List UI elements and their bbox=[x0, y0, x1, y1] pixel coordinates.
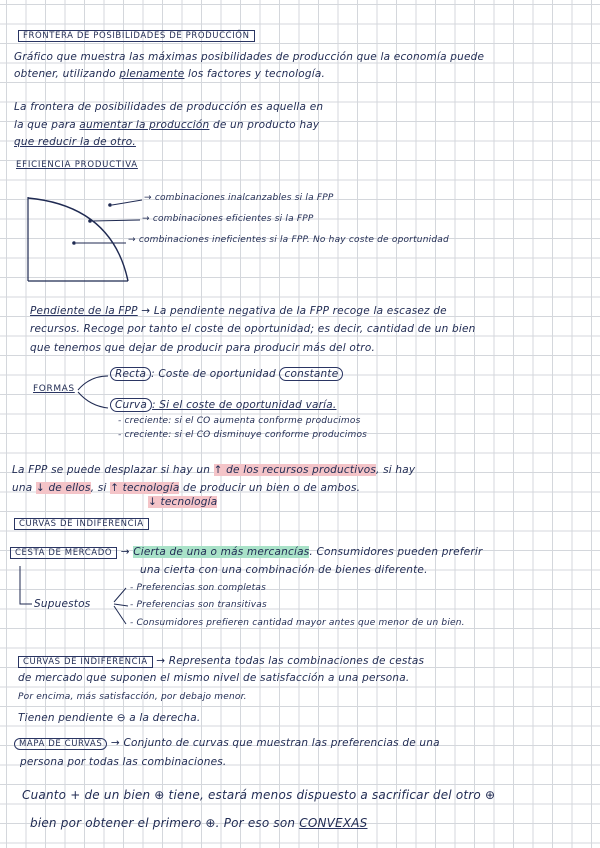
formas-sub-2: - creciente: si el CO disminuye conforme producimos bbox=[118, 430, 368, 440]
supuesto-3: - Consumidores prefieren cantidad mayor antes que menor de un bien. bbox=[130, 618, 465, 628]
recta-constante: constante bbox=[279, 367, 343, 381]
def-line-2-c: los factores y tecnología. bbox=[187, 68, 326, 80]
formas-label: FORMAS bbox=[33, 384, 75, 394]
cesta-label: CESTA DE MERCADO bbox=[10, 547, 117, 559]
desplazar-text-1a: La FPP se puede desplazar si hay un bbox=[12, 464, 211, 476]
cesta-highlight: Cierta de una o más mercancías bbox=[133, 546, 310, 558]
curvas-line-4: Tienen pendiente ⊖ a la derecha. bbox=[18, 712, 201, 724]
desplazar-highlight-aumento: ↑ de los recursos productivos bbox=[213, 464, 377, 476]
heading-fpp: FRONTERA DE POSIBILIDADES DE PRODUCCIÓN bbox=[18, 30, 255, 42]
final-line-1: Cuanto + de un bien ⊕ tiene, estará menos dispuesto a sacrificar del otro ⊕ bbox=[22, 788, 496, 802]
recta-label: Recta bbox=[110, 367, 151, 381]
pendiente-line-1: Pendiente de la FPP → La pendiente negativa de la FPP recoge la escasez de bbox=[30, 305, 447, 317]
supuestos-label: Supuestos bbox=[34, 598, 91, 610]
pendiente-line-3: que tenemos que dejar de producir para producir más del otro. bbox=[30, 342, 375, 354]
cesta-line-1: CESTA DE MERCADO → Cierta de una o más mercancías. Consumidores pueden preferir bbox=[10, 546, 482, 558]
final-convexas: CONVEXAS bbox=[299, 816, 368, 830]
pendiente-line-2: recursos. Recoge por tanto el coste de oportunidad; es decir, cantidad de un bien bbox=[30, 323, 476, 335]
curvas-line-1: CURVAS DE INDIFERENCIA → Representa todas las combinaciones de cestas bbox=[18, 655, 424, 667]
curva-label: Curva bbox=[110, 398, 152, 412]
mapa-line-1: MAPA DE CURVAS → Conjunto de curvas que muestran las preferencias de una bbox=[14, 737, 440, 749]
diagram-label-2: → combinaciones eficientes si la FPP bbox=[142, 214, 314, 224]
desplazar-text-1c: , si hay bbox=[376, 464, 416, 476]
mapa-text-1: Conjunto de curvas que muestran las preferencias de una bbox=[123, 737, 440, 749]
curvas-label: CURVAS DE INDIFERENCIA bbox=[18, 656, 153, 668]
desplazar-text-2a: una bbox=[12, 482, 33, 494]
diagram-label-3: → combinaciones ineficientes si la FPP. No hay coste de oportunidad bbox=[128, 235, 449, 245]
desplazar-highlight-tecnologia-down: ↓ tecnología bbox=[148, 496, 218, 508]
mapa-line-2: persona por todas las combinaciones. bbox=[20, 756, 227, 768]
desplazar-text-2c: , si bbox=[90, 482, 107, 494]
diagram-label-2-text: combinaciones eficientes si la FPP bbox=[152, 214, 314, 224]
supuesto-1: - Preferencias son completas bbox=[130, 583, 266, 593]
diagram-label-3-text: combinaciones ineficientes si la FPP. No hay coste de oportunidad bbox=[138, 235, 449, 245]
def-line-4-c: de un producto hay bbox=[212, 119, 320, 131]
def-underlined-plenamente: plenamente bbox=[119, 68, 185, 80]
final-text-2a: bien por obtener el primero ⊕. Por eso son bbox=[30, 816, 296, 830]
curva-text: : Si el coste de oportunidad varía. bbox=[151, 399, 337, 411]
final-line-2 bbox=[30, 816, 368, 830]
mapa-label: MAPA DE CURVAS bbox=[14, 738, 107, 750]
curvas-text-1: Representa todas las combinaciones de cestas bbox=[168, 655, 425, 667]
supuestos-connector bbox=[20, 566, 32, 604]
def-line-3: La frontera de posibilidades de producción es aquella en bbox=[14, 101, 324, 113]
def-line-4-a: la que para bbox=[14, 119, 76, 131]
diagram-label-1: → combinaciones inalcanzables si la FPP bbox=[144, 193, 334, 203]
heading-curvas-indiferencia: CURVAS DE INDIFERENCIA bbox=[14, 518, 149, 530]
curvas-line-2: de mercado que suponen el mismo nivel de satisfacción a una persona. bbox=[18, 672, 410, 684]
pendiente-label: Pendiente de la FPP bbox=[30, 305, 138, 317]
desplazar-text-2e: de producir un bien o de ambos. bbox=[183, 482, 361, 494]
def-line-1: Gráfico que muestra las máximas posibilidades de producción que la economía puede bbox=[14, 51, 485, 63]
formas-sub-1: - creciente: si el CO aumenta conforme producimos bbox=[118, 416, 361, 426]
recta-text: : Coste de oportunidad bbox=[151, 368, 276, 380]
supuestos-brace bbox=[114, 588, 128, 624]
def-underlined-aumentar: aumentar la producción bbox=[79, 119, 210, 131]
pendiente-text-1: La pendiente negativa de la FPP recoge la escasez de bbox=[153, 305, 447, 317]
curvas-line-3: Por encima, más satisfacción, por debajo menor. bbox=[18, 692, 247, 702]
def-line-2-a: obtener, utilizando bbox=[14, 68, 116, 80]
supuesto-2: - Preferencias son transitivas bbox=[130, 600, 267, 610]
desplazar-highlight-disminucion: ↓ de ellos bbox=[35, 482, 91, 494]
heading-eficiencia: EFICIENCIA PRODUCTIVA bbox=[16, 160, 138, 170]
cesta-line-2: una cierta con una combinación de bienes diferente. bbox=[140, 564, 428, 576]
def-line-5: que reducir la de otro. bbox=[14, 136, 136, 148]
desplazar-highlight-tecnologia: ↑ tecnología bbox=[110, 482, 180, 494]
diagram-label-1-text: combinaciones inalcanzables si la FPP bbox=[154, 193, 334, 203]
cesta-text-1: . Consumidores pueden preferir bbox=[309, 546, 483, 558]
